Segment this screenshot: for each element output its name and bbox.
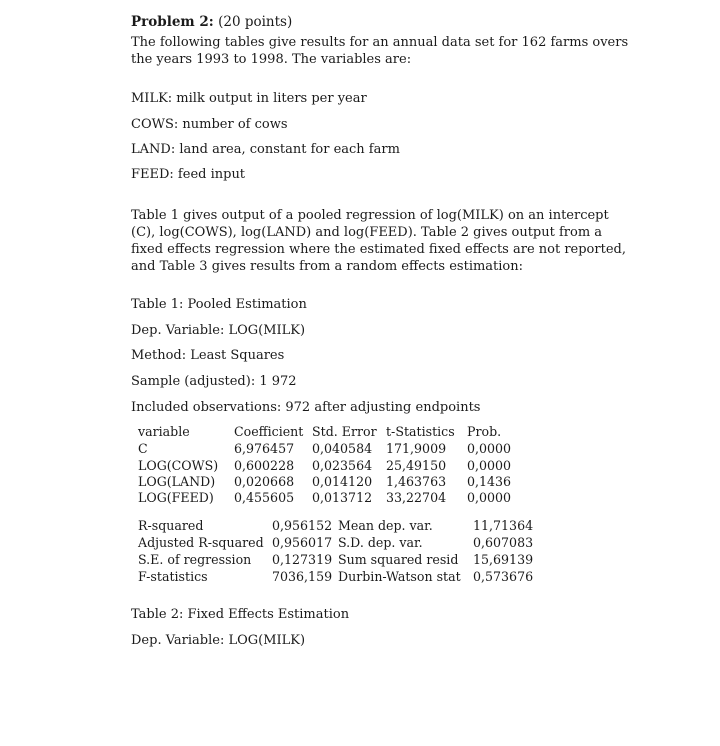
table-cell: 0,013712 <box>312 490 373 505</box>
stat-value: 0,573676 <box>473 569 534 584</box>
column-header: Prob. <box>467 424 502 439</box>
description-line: (C), log(COWS), log(LAND) and log(FEED). Table 2 gives output from a <box>131 225 603 240</box>
description-line: Table 1 gives output of a pooled regression of log(MILK) on an intercept <box>131 208 609 223</box>
variable-definition: FEED: feed input <box>131 167 246 182</box>
stat-label: Sum squared resid <box>338 552 459 567</box>
table1-sample: Sample (adjusted): 1 972 <box>131 374 297 389</box>
table-cell: 0,0000 <box>467 458 512 473</box>
stat-label: S.E. of regression <box>138 552 252 567</box>
table-cell: 0,020668 <box>234 474 295 489</box>
table-cell: 1,463763 <box>386 474 447 489</box>
stat-value: 0,956017 <box>272 535 333 550</box>
problem-heading <box>131 14 292 30</box>
table1-title: Table 1: Pooled Estimation <box>131 297 307 312</box>
table1-method: Method: Least Squares <box>131 348 285 363</box>
stat-value: 0,956152 <box>272 518 333 533</box>
stat-label: R-squared <box>138 518 204 533</box>
table-cell: 25,49150 <box>386 458 447 473</box>
problem-title: Problem 2: <box>131 14 214 30</box>
table-cell: 0,014120 <box>312 474 373 489</box>
description-line: and Table 3 gives results from a random effects estimation: <box>131 259 524 274</box>
table-cell: 0,1436 <box>467 474 512 489</box>
column-header: Coefficient <box>234 424 304 439</box>
stat-value: 0,607083 <box>473 535 534 550</box>
table-cell: 171,9009 <box>386 441 447 456</box>
stat-label: S.D. dep. var. <box>338 535 423 550</box>
variable-definition: MILK: milk output in liters per year <box>131 91 367 106</box>
variable-definition: COWS: number of cows <box>131 117 288 132</box>
stat-label: Adjusted R-squared <box>138 535 264 550</box>
column-header: t-Statistics <box>386 424 455 439</box>
table-cell: 0,0000 <box>467 441 512 456</box>
table2-dep-variable: Dep. Variable: LOG(MILK) <box>131 633 306 648</box>
description-line: fixed effects regression where the estimated fixed effects are not reported, <box>131 242 626 257</box>
table-cell: 0,0000 <box>467 490 512 505</box>
intro-line: the years 1993 to 1998. The variables are: <box>131 52 412 67</box>
stat-label: F-statistics <box>138 569 208 584</box>
intro-line: The following tables give results for an annual data set for 162 farms overs <box>131 35 629 50</box>
problem-points: (20 points) <box>218 14 293 30</box>
stat-value: 15,69139 <box>473 552 534 567</box>
stat-value: 7036,159 <box>272 569 333 584</box>
table2-title: Table 2: Fixed Effects Estimation <box>131 607 350 622</box>
table1-dep-variable: Dep. Variable: LOG(MILK) <box>131 323 306 338</box>
table-cell: C <box>138 441 148 456</box>
table-cell: LOG(LAND) <box>138 474 216 489</box>
column-header: variable <box>138 424 190 439</box>
column-header: Std. Error <box>312 424 377 439</box>
table-cell: LOG(FEED) <box>138 490 214 505</box>
stat-value: 11,71364 <box>473 518 534 533</box>
stat-value: 0,127319 <box>272 552 333 567</box>
table-cell: 33,22704 <box>386 490 447 505</box>
table-cell: 0,600228 <box>234 458 295 473</box>
table-cell: 6,976457 <box>234 441 295 456</box>
stat-label: Mean dep. var. <box>338 518 433 533</box>
table-cell: 0,455605 <box>234 490 295 505</box>
table-cell: 0,023564 <box>312 458 373 473</box>
variable-definition: LAND: land area, constant for each farm <box>131 142 400 157</box>
table1-observations: Included observations: 972 after adjusting endpoints <box>131 400 481 415</box>
stat-label: Durbin-Watson stat <box>338 569 461 584</box>
table-cell: LOG(COWS) <box>138 458 219 473</box>
table-cell: 0,040584 <box>312 441 373 456</box>
